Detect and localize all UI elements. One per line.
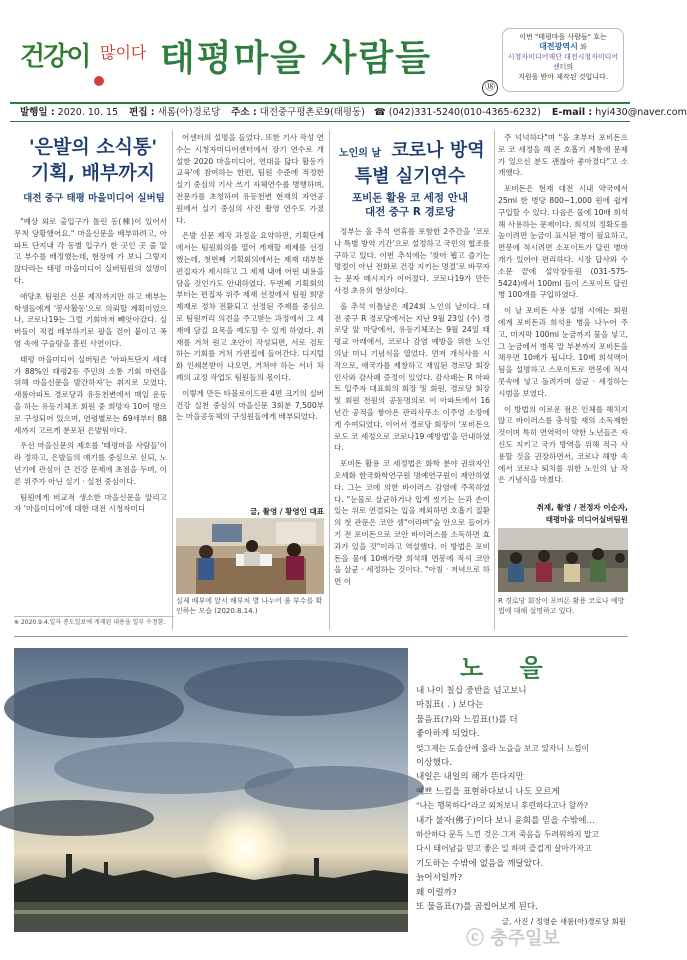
article1-subhead: 대전 중구 태평 마을미디어 실버팀 [23,193,165,204]
poem-credit: 글, 사진 / 정영순 새롬(아)경로당 회원 [501,917,626,926]
email-value: hyi430@naver.com [595,107,687,118]
poem-line: 물음표(?)와 느낌표(!)를 더 [416,714,518,725]
column-divider [494,130,495,630]
poem-line: 늙어서일까? [416,873,463,884]
poem-line: 이상했다. [416,758,452,769]
article1-paragraph: 이렇게 만든 타블로이드판 4면 크기의 실버 건강 실천 중심의 마을신문 3회분 7,500부는 마을공동체의 구성원들에게 배부되었다. [176,388,324,422]
sponsor-box [502,28,624,92]
section-divider [14,636,628,637]
poem-line: 내일은 내일의 해가 뜬다지만 [416,772,524,783]
article2-subhead-1: 포비돈 활용 코 세정 안내 [351,192,469,204]
sponsor-org1: 대전광역시 [539,42,578,51]
article2-subhead-2: 대전 중구 R 경로당 [364,206,456,218]
article1-photo-image [176,518,324,594]
logo-sub-text: 많이다 [100,43,147,62]
sponsor-line-end: 지원을 받아 제작된 것입니다. [517,73,609,81]
column-divider [172,130,173,630]
article2-column-2 [498,132,628,500]
poem-line: 왜 이럴까? [416,887,457,898]
poem-title: 노 을 [460,654,557,682]
poem-line: 또 물음표(?)를 곱씹어보게 된다. [416,902,538,913]
poem-line: 다시 태어남을 믿고 좋은 일 하며 즐겁게 살아가자고 [416,844,592,854]
phone-icon: ☎ [373,107,386,118]
article2-paragraph: 포비돈은 현재 대전 시내 약국에서 25ml 한 병당 800~1,000 원에 쉽게 구입할 수 있다. 다음은 물에 10배 희석해 사용하는 문제이다. 희석의 정확도를 높이려면 눈금이 표시된 병이 필요하고, 면봉에 적시려면 소포이트가 달린 병마개가 있어야 편리하다. 시장 답사와 수소문 끝에 설악장동원 (031-575-5424)에서 100ml 들이 스포이트 달린 병 100개를 구입하였다. [498,184,628,300]
article2-paragraph: 이 방법의 이로운 점은 인체를 해치지 않고 바이러스를 충식할 재의 소독제한 것이며 특히 면역력이 약한 노년들은 자신도 지키고 국가 방역을 위해 적극 사용할 것을 권장하면서, 코로나 해방 속에서 코로나 퇴치를 위한 노인의 날 작은 기념식을 마쳤다. [498,404,628,485]
article1-paragraph: 어센터의 설명을 들었다. 또한 기사 작성 연수는 시청자미디어센터에서 장기 연수로 개설한 2020 마을미디어, 연대을 닮다 활동가 교육'에 참여하는 한편, 팀원 수준에 적정한 실기 중심의 기사 쓰기 자체연수를 병행하며, 전문가를 초청하여 유등천변 현재의 자연공원에서 실기 중심의 사진 촬영 연수도 가졌다. [176,133,324,225]
article2-paragraph: 주 넉넉하다"며 "올 초부터 포비돈으로 코 세정을 해 온 호흡기 계통에 문제가 있으신 분도 괜찮아 좋아졌다"고 소개했다. [498,133,628,178]
publication-info-bar [10,102,687,122]
sponsor-org2: 시청자미디어재단 대전시청자미디어센터 [507,53,619,71]
poem-line: 기도하는 수밖에 없음을 깨달았다. [416,858,544,869]
newspaper-logo [20,30,150,90]
editor-label: 편집 : [129,107,155,118]
poem-body [416,684,630,915]
heart-icon [94,76,104,86]
sponsor-connector2: 의 [566,63,574,71]
poem-line: "나는 행복하다"라고 외쳐보니 후련하다고나 할까? [416,801,588,811]
email-label: E-mail : [551,107,593,118]
article1-credit: 글, 촬영 / 황영인 대표 [250,507,324,516]
article2-paragraph: 이 날 포비돈 사용 설명 시에는 회원에게 포비돈과 희석용 병을 나누어 주고, 미지막 100ml 눈금까지 물을 넣고, 그 눈금에서 병목 말 부분까지 포비돈을 채우면 10배가 됩니다. 10배 희석액이 됨을 설명하고 스포이트로 면봉에 적셔 콧속에 넣고 돌려가며 살균 · 세정하는 시범을 보였다. [498,306,628,398]
issue-number: ⑱ [482,80,498,96]
poem-line: 엊그제는 도솔산에 올라 노을을 보고 있자니 느낌이 [416,743,590,753]
article1-paragraph: "예상 외로 출입구가 톨린 동(棟)이 있어서 무척 당황했어요." 마을신문을 배부하려고, 아파트 단지내 각 동별 입구가 한 곳인 곳 줄 알고 부수를 배정했는데, 현장에 가 보니 그렇지 않다라는 태평 마을미디어 실버팀원의 설명이다. [14,217,167,285]
article2-headline-2: 특별 실기연수 [354,166,466,187]
article1-paragraph: 우선 마을신문의 제호를 '태평마을 사람들'이라 정하고, 은발들의 얘기를 중심으로 싣되, 노년기에 관심이 큰 건강 문제에 초점을 두며, 이론 위주가 아닌 실기 · 실천 중심이다. [14,441,167,486]
watermark: ⓒ 충주일보 [466,928,560,949]
article1-headline-1: '은발의 소식통' [28,136,158,158]
masthead [0,0,640,100]
poem-line: 예쁘 느낌을 표현하다보니 나도 모르게 [416,786,560,797]
article2-paragraph: 올 추석 이틀날은 제24회 노인의 날이다. 대전 중구 R 경로당에서는 지난 9월 23일 (수) 경로당 앞 마당에서, 유등기체조는 9월 24일 태평교 아래에서, 코로나 감염 예방을 위한 노인의날 미니 기념식을 열었다. 먼저 개식사를 시작으로, 애국가를 제창하고 재임된 경로당 회장 인사와 감사패 증정이 있었다. 감사패는 R 아파트 입주자 대표회의 회장 및 회원, 경로당 회장 및 회원 전원의 공동명의로 이 아파트에서 16년간 공적을 쌓아온 관리사무소 이주영 소장에게 수여되었다. 이어서 경로당 회장이 '포비돈으로도 코 세정으로 코로나19 예방법'을 안내하였다. [334,301,490,453]
poem-line: 하산하다 문득 느낀 것은 그저 죽음을 두려워하지 말고 [416,830,600,840]
article2-photo-image [498,528,628,592]
article2-column-1 [334,226,490,634]
article2-photo [498,528,628,592]
article2-paragraph: 포비돈 활용 코 세정법은 화학 분야 권위자인 오세화 한국화학연구원 명예연구원이 제안하였다. 그는 코에 의한 바이러스 감염에 주목하였다. "눈물로 살균하거나 입게 씻기는 는과 손이 있는 위로 연결되는 입을 제외하면 호흡기 질환의 첫 관문은 코안 셈"이라며"숨 안으로 들어가기 전 포비돈으로 코안 바이러스를 소독하면 효과가 있을 것"이라고 역설했다. 이 방법은 포비돈을 물에 10배가량 희석해 면봉에 적셔 코안을 살균 · 세정하는 것이다. "아침 · 저녁으로 하면 이 [334,459,490,587]
sunset-photo [14,648,408,932]
article2-paragraph: 정부는 올 추석 연휴를 포함한 2주간을 '코로나 특별 방역 기간'으로 설정하고 국민의 협조를 구하고 있다. 이번 추석에는 '찾아 뵙고 즐기는 명절이 아닌 전화로 건강 지키는 명절'로 바꾸자는 문자 메시지가 이어졌다. 코로나19가 만든 사정 초유의 현상이다. [334,227,490,295]
article2-credit-1: 취재, 촬영 / 전정자 이순자, [536,503,628,512]
poem-line: 마침표( . ) 보다는 [416,700,484,711]
poem-line: 좋아하게 되었다. [416,729,480,740]
poem-line: 내가 불자(佛子)이다 보니 윤회를 믿을 수밖에… [416,815,595,826]
issued-date: 2020. 10. 15 [57,107,119,118]
article1-paragraph: 팀원에게 비교적 생소한 마을신문을 알리고자 '마을미디어'에 대한 대전 시청자미디 [14,492,167,514]
newspaper-title: 태평마을 사람들 [160,38,432,79]
address-label: 주소 : [231,107,257,118]
sunset-photo-image [14,648,408,932]
sponsor-line1: 이번 "태평마을 사람들" 호는 [519,33,607,41]
article1-column-1 [14,216,167,612]
article2-kicker: 노인의 날 [338,148,382,159]
article1-footnote: ※ 2020.9.4.일자 중도일보에 게재된 내용을 일부 수정함. [14,616,174,628]
article1-headline-2: 기획, 배부까지 [31,162,155,184]
address-value: 대전중구평촌로9(태평동) [259,107,365,118]
article1-photo [176,518,324,594]
article2-photo-caption: R 경로당 회장이 포비돈 활용 코로나 예방법에 대해 설명하고 있다. [498,597,625,615]
article1-column-2 [176,132,324,504]
article1-paragraph: 애당초 팀원은 신문 제작까지만 하고 배부는 학생들에게 '봉사활동'으로 의뢰할 계획이었으나, 코로나19는 그럴 기회마저 빼앗아갔다. 실버들이 직접 배부하기로 팔을 걷어 붙이고 폭염 속에 구슬땀을 흘린 사연이다. [14,291,167,348]
phone-value: (042)331-5240(010-4365-6232) [388,107,541,118]
poem-line: 내 나이 칠십 중반을 넘고보니 [416,686,527,696]
issued-label: 발행일 : [20,107,55,118]
editor-name: 새롬(아)경로당 [157,107,221,118]
logo-main-text: 건강이 [20,42,90,72]
article1-paragraph: 은발 신문 제작 과정을 요약하면, 기획단계에서는 팀원회의를 열어 게재할 제제를 선정했는데, 첫번째 기획회의에서는 제재 대부분 편집자가 제시하고 그 제재 내에 어떤 내용을 담을 것인가도 안내하였다. 두번째 기획회의부터는 편집자 위주 제재 선정에서 팀원 희망 제재로 정차 전환되고 선정된 주제를 중심으로 팀원끼리 의견을 주고받는 과정에서 그 제재에 담길 요목을 예도할 수 있게 하였다. 취재를 거쳐 원고 초안이 작성되면, 서로 검토하는 기회를 거쳐 가편집에 들어간다. 디지털화 인쇄본받이 나오면, 거쳐야 하는 서너 차례의 교정 작업도 팀원들의 몫이다. [176,231,324,382]
article1-paragraph: 태평 마을미디어 실버팀은 '아파트단지 세대가 88%인 태평2동 주민의 소통 기회 마련을 위해 마을신문을 발간하자'는 취지로 모였다. 새롬아파트 경로당과 유등천변에서 매일 운동을 하는 유등기체조 회원 중 희망자 10여 명으로 구성되어 있으며, 연령별로는 69세부터 88세까지 고르게 분포된 은발팀이다. [14,354,167,435]
sponsor-connector: 와 [580,43,587,51]
article1-photo-caption: 실제 배부에 앞서 배부처 별 나누어 줄 부수를 확인하는 모습 (2020.8.14.) [176,597,323,615]
article2-credit-2: 태평마을 미디어실버팀원 [545,515,628,524]
article2-headline-1: 코로나 방역 [391,140,485,161]
